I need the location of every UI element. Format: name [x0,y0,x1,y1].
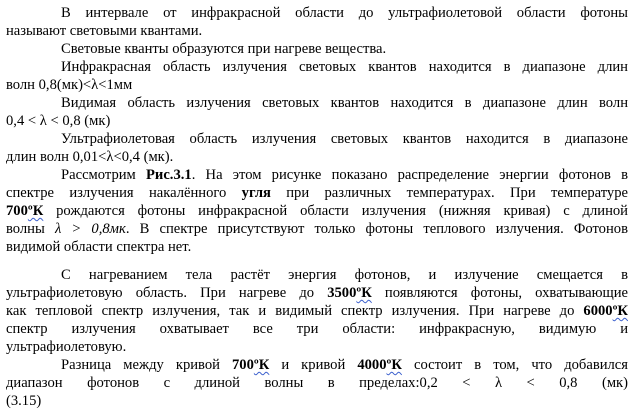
temperature-unit: ºК [253,357,270,373]
text-run: рождаются фотоны инфракрасной области излучения (нижняя кривая) с длиной [43,203,628,219]
paragraph-3-line-2: волн 0,8(мк)<λ<1мм [6,77,133,93]
text-run: Рассмотрим [61,167,146,183]
paragraph-1-line-2: называют световыми квантами. [6,23,203,39]
text-run: при различных температурах. При температуре [270,185,628,201]
text-run: и кривой [269,357,358,373]
paragraph-8-line-1 [61,356,628,374]
text-run: появляются фотоны, охватывающие [371,285,628,301]
temperature-value: 4000 [357,357,387,373]
temperature-value: 3500 [327,285,357,301]
paragraph-4-line-1: Видимая область излучения световых квантов находится в диапазоне длин волн [61,95,628,111]
text-run: состоит в том, что добавился [401,357,628,373]
temperature-value: 700 [6,203,28,219]
temperature-value: 700 [232,357,254,373]
paragraph-6-line-3 [6,202,628,220]
text-run: диапазон фотонов с длиной волны в пределах: [6,375,420,391]
text-run: волны [6,221,55,237]
text-run: спектре излучения накалённого [6,185,242,201]
paragraph-3-line-1: Инфракрасная область излучения световых квантов находится в диапазоне длин [61,59,628,75]
equation-number: (3.15) [6,393,42,409]
paragraph-1-line-1: В интервале от инфракрасной области до ультрафиолетовой области фотоны [61,5,628,21]
paragraph-5-line-1: Ультрафиолетовая область излучения световых квантов находится в диапазоне [61,131,628,147]
bold-term: угля [241,185,271,201]
paragraph-2-line-1: Световые кванты образуются при нагреве вещества. [61,41,387,57]
paragraph-5-line-2: длин волн 0,01<λ<0,4 (мк). [6,149,174,165]
paragraph-7-line-1: С нагреванием тела растёт энергия фотонов, и излучение смещается в [61,267,628,283]
figure-reference: Рис.3.1 [146,167,192,183]
paragraph-6-line-1 [61,166,628,184]
temperature-unit: ºК [356,285,372,301]
paragraph-7-line-4: спектр излучения охватывает все три области: инфракрасную, видимую и [6,321,628,337]
text-run: . В спектре присутствуют только фотоны теплового излучения. Фотонов [125,221,628,237]
wavelength-range: 0,2 < λ < 0,8 (мк) [419,375,629,391]
temperature-unit: ºК [27,203,44,219]
wavelength-formula: λ > 0,8мк [54,221,126,237]
text-run: ультрафиолетовую область. При нагреве до [6,285,328,301]
paragraph-6-line-2 [6,184,628,202]
text-run: как тепловой спектр излучения, так и видимый спектр излучения. При нагреве до [6,303,584,319]
paragraph-4-line-2: 0,4 < λ < 0,8 (мк) [6,113,111,129]
paragraph-6-line-5: видимой области спектра нет. [6,239,192,255]
temperature-value: 6000 [583,303,613,319]
temperature-unit: ºК [612,303,628,319]
paragraph-8-line-2 [6,374,628,392]
paragraph-7-line-2 [6,284,628,302]
paragraph-7-line-3 [6,302,628,320]
paragraph-7-line-5: ультрафиолетовую. [6,339,127,355]
paragraph-6-line-4 [6,220,628,238]
temperature-unit: ºК [386,357,402,373]
text-run: Разница между кривой [61,357,232,373]
text-run: . На этом рисунке показано распределение энергии фотонов в [191,167,628,183]
